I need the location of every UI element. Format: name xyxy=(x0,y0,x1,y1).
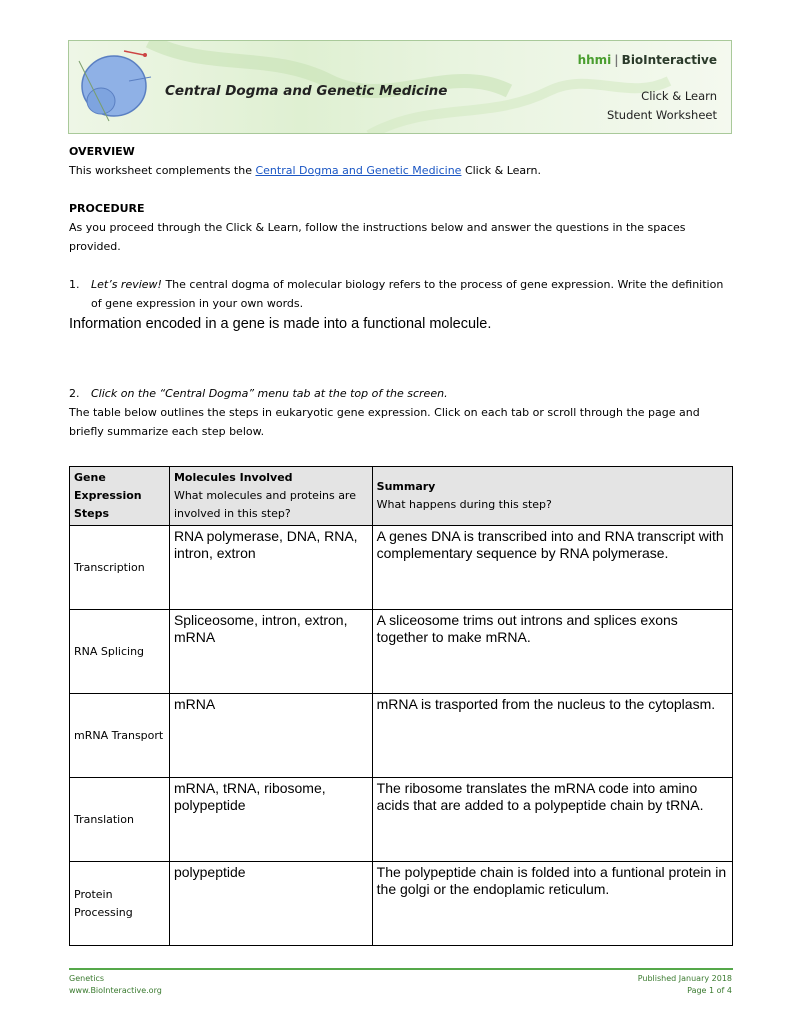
table-header-row xyxy=(70,467,733,526)
header-molecules-title: Molecules Involved xyxy=(173,471,293,484)
molecules-cell[interactable]: mRNA xyxy=(169,694,372,778)
worksheet-body xyxy=(69,142,729,441)
procedure-heading: PROCEDURE xyxy=(69,202,145,215)
footer-website: www.BioInteractive.org xyxy=(69,986,162,995)
summary-cell[interactable]: The polypeptide chain is folded into a funtional protein in the golgi or the endoplamic reticulum. xyxy=(372,862,732,946)
molecules-cell[interactable]: mRNA, tRNA, ribosome, polypeptide xyxy=(169,778,372,862)
overview-text-before: This worksheet complements the xyxy=(69,164,256,177)
header-molecules-sub: What molecules and proteins are involved in this step? xyxy=(173,489,356,520)
molecules-cell[interactable]: Spliceosome, intron, extron, mRNA xyxy=(169,610,372,694)
summary-cell[interactable]: mRNA is trasported from the nucleus to the cytoplasm. xyxy=(372,694,732,778)
step-cell: mRNA Transport xyxy=(70,694,170,778)
step-cell: Transcription xyxy=(70,526,170,610)
step-cell: Protein Processing xyxy=(70,862,170,946)
question-2-italic: Click on the “Central Dogma” menu tab at the top of the screen. xyxy=(91,387,448,400)
molecules-cell[interactable]: RNA polymerase, DNA, RNA, intron, extron xyxy=(169,526,372,610)
molecules-cell[interactable]: polypeptide xyxy=(169,862,372,946)
table-row xyxy=(70,526,733,610)
question-1-answer[interactable]: Information encoded in a gene is made into a functional molecule. xyxy=(69,316,492,332)
header-molecules xyxy=(169,467,372,526)
summary-cell[interactable]: The ribosome translates the mRNA code into amino acids that are added to a polypeptide chain by tRNA. xyxy=(372,778,732,862)
table-row xyxy=(70,862,733,946)
biointeractive-logo xyxy=(578,53,717,67)
footer-left xyxy=(69,973,162,997)
summary-cell[interactable]: A genes DNA is transcribed into and RNA transcript with complementary sequence by RNA polymerase. xyxy=(372,526,732,610)
footer-page-number: Page 1 of 4 xyxy=(687,986,732,995)
worksheet-banner xyxy=(68,40,732,134)
question-2-number: 2. xyxy=(69,387,80,400)
overview-text-after: Click & Learn. xyxy=(461,164,541,177)
banner-subtitle-line2: Student Worksheet xyxy=(607,108,717,122)
table-row xyxy=(70,610,733,694)
question-1-italic: Let’s review! xyxy=(91,278,162,291)
question-1 xyxy=(69,275,729,313)
banner-subtitle-line1: Click & Learn xyxy=(641,89,717,103)
overview-heading: OVERVIEW xyxy=(69,145,135,158)
summary-cell[interactable]: A sliceosome trims out introns and splices exons together to make mRNA. xyxy=(372,610,732,694)
question-1-text: The central dogma of molecular biology refers to the process of gene expression. Write the definition of gene expression in your own words. xyxy=(91,278,724,310)
header-summary-title: Summary xyxy=(376,480,436,493)
gene-expression-table xyxy=(69,466,733,946)
banner-title: Central Dogma and Genetic Medicine xyxy=(165,83,448,99)
header-summary-sub: What happens during this step? xyxy=(376,498,552,511)
table-row xyxy=(70,694,733,778)
logo-separator: | xyxy=(614,53,619,67)
header-summary xyxy=(372,467,732,526)
hhmi-logo-text: hhmi xyxy=(577,53,612,67)
footer-right xyxy=(638,973,732,997)
question-2-text: The table below outlines the steps in eukaryotic gene expression. Click on each tab or scroll through the page and briefly summarize each step below. xyxy=(69,406,700,438)
question-1-number: 1. xyxy=(69,278,80,291)
header-steps-title: Gene Expression Steps xyxy=(74,471,142,520)
question-2 xyxy=(69,384,729,403)
footer-subject: Genetics xyxy=(69,974,105,983)
overview-text xyxy=(69,161,729,180)
table-row xyxy=(70,778,733,862)
biointeractive-logo-text: BioInteractive xyxy=(621,53,717,67)
procedure-text: As you proceed through the Click & Learn, follow the instructions below and answer the questions in the spaces provided. xyxy=(69,221,686,253)
footer-divider xyxy=(69,968,733,970)
header-steps xyxy=(70,467,170,526)
click-learn-link[interactable]: Central Dogma and Genetic Medicine xyxy=(255,164,462,177)
step-cell: Translation xyxy=(70,778,170,862)
banner-subtitle xyxy=(607,87,717,125)
step-cell: RNA Splicing xyxy=(70,610,170,694)
footer-published: Published January 2018 xyxy=(637,974,732,983)
